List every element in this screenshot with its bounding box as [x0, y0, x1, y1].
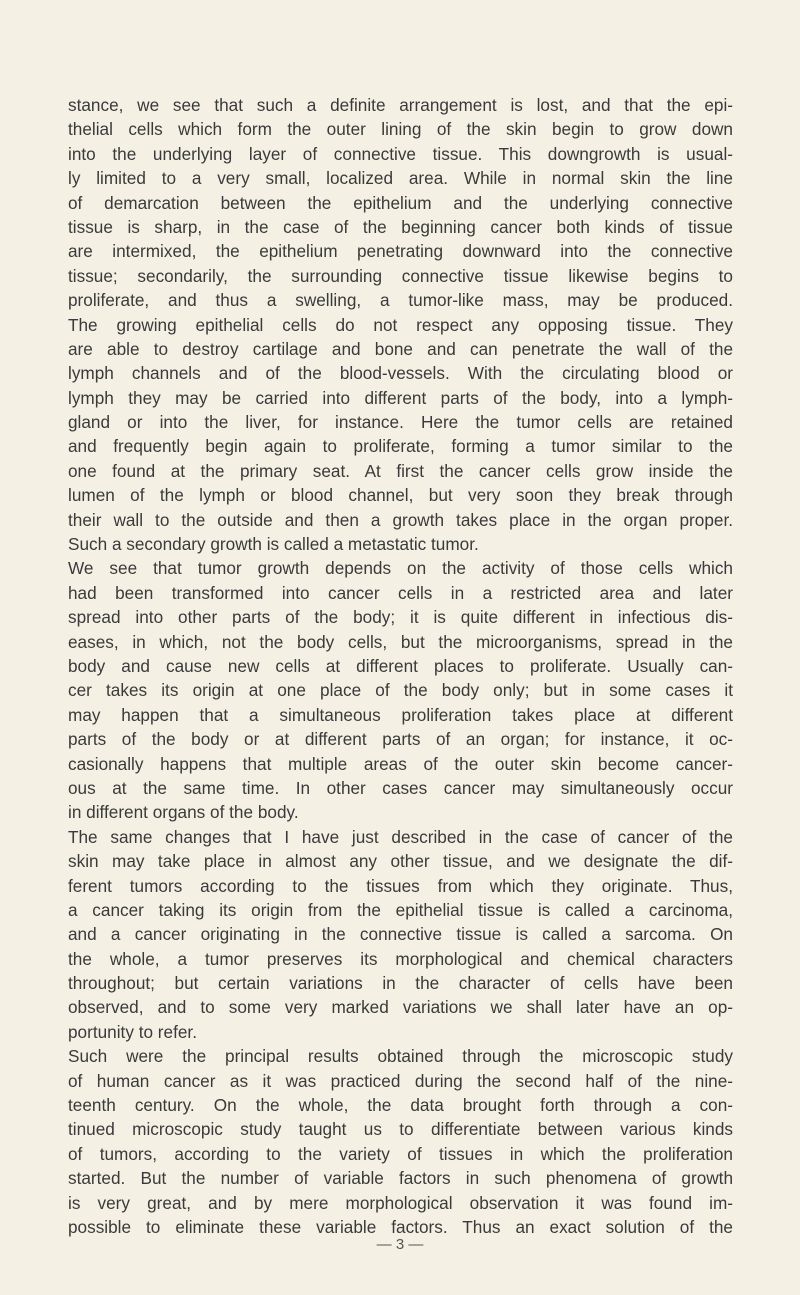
text-line: proliferate, and thus a swelling, a tumor-like mass, may be produced.: [68, 290, 733, 311]
text-line: The growing epithelial cells do not respect any opposing tissue. They: [68, 314, 733, 335]
text-line: portunity to refer.: [68, 1021, 197, 1042]
text-line: skin may take place in almost any other tissue, and we designate the dif-: [68, 851, 733, 872]
text-line: started. But the number of variable factors in such phenomena of growth: [68, 1168, 733, 1189]
text-line: may happen that a simultaneous proliferation takes place at different: [68, 704, 733, 725]
text-line: ly limited to a very small, localized area. While in normal skin the line: [68, 168, 733, 189]
text-line: tinued microscopic study taught us to differentiate between various kinds: [68, 1119, 733, 1140]
text-line: lymph they may be carried into different parts of the body, into a lymph-: [68, 387, 733, 408]
text-line: The same changes that I have just described in the case of cancer of the: [68, 826, 733, 847]
text-line: Such were the principal results obtained through the microscopic study: [68, 1046, 733, 1067]
text-line: lumen of the lymph or blood channel, but very soon they break through: [68, 485, 733, 506]
text-line: observed, and to some very marked variations we shall later have an op-: [68, 997, 733, 1018]
text-line: body and cause new cells at different places to proliferate. Usually can-: [68, 655, 733, 676]
text-line: of demarcation between the epithelium and the underlying connective: [68, 192, 733, 213]
text-line: and frequently begin again to proliferate, forming a tumor similar to the: [68, 436, 733, 457]
text-line: are intermixed, the epithelium penetrating downward into the connective: [68, 241, 733, 262]
text-line: thelial cells which form the outer lining of the skin begin to grow down: [68, 119, 733, 140]
text-line: a cancer taking its origin from the epithelial tissue is called a carcinoma,: [68, 899, 733, 920]
text-line: parts of the body or at different parts of an organ; for instance, it oc-: [68, 729, 733, 750]
text-line: one found at the primary seat. At first the cancer cells grow inside the: [68, 460, 733, 481]
text-line: into the underlying layer of connective tissue. This downgrowth is usual-: [68, 143, 733, 164]
text-line: cer takes its origin at one place of the body only; but in some cases it: [68, 680, 733, 701]
text-line: is very great, and by mere morphological observation it was found im-: [68, 1192, 733, 1213]
text-line: the whole, a tumor preserves its morphological and chemical characters: [68, 948, 733, 969]
text-line: ous at the same time. In other cases cancer may simultaneously occur: [68, 777, 733, 798]
text-line: lymph channels and of the blood-vessels. With the circulating blood or: [68, 363, 733, 384]
text-line: possible to eliminate these variable factors. Thus an exact solution of the: [68, 1216, 733, 1237]
text-line: in different organs of the body.: [68, 802, 299, 823]
page-number: — 3 —: [376, 1236, 424, 1253]
text-line: gland or into the liver, for instance. Here the tumor cells are retained: [68, 412, 733, 433]
text-line: of human cancer as it was practiced during the second half of the nine-: [68, 1070, 733, 1091]
text-line: eases, in which, not the body cells, but the microorganisms, spread in the: [68, 631, 733, 652]
text-line: teenth century. On the whole, the data brought forth through a con-: [68, 1095, 733, 1116]
text-line: Such a secondary growth is called a metastatic tumor.: [68, 534, 479, 555]
text-line: and a cancer originating in the connective tissue is called a sarcoma. On: [68, 924, 733, 945]
text-line: ferent tumors according to the tissues from which they originate. Thus,: [68, 875, 733, 896]
body-text: [68, 93, 733, 1239]
text-line: tissue is sharp, in the case of the beginning cancer both kinds of tissue: [68, 216, 733, 237]
text-line: stance, we see that such a definite arrangement is lost, and that the epi-: [68, 95, 733, 115]
text-line: had been transformed into cancer cells in a restricted area and later: [68, 582, 733, 603]
text-line: are able to destroy cartilage and bone and can penetrate the wall of the: [68, 338, 733, 359]
text-line: throughout; but certain variations in the character of cells have been: [68, 973, 733, 994]
text-line: of tumors, according to the variety of tissues in which the proliferation: [68, 1143, 733, 1164]
text-line: tissue; secondarily, the surrounding connective tissue likewise begins to: [68, 265, 733, 286]
text-line: casionally happens that multiple areas of the outer skin become cancer-: [68, 753, 733, 774]
text-line: spread into other parts of the body; it is quite different in infectious dis-: [68, 607, 733, 628]
text-line: their wall to the outside and then a growth takes place in the organ proper.: [68, 509, 733, 530]
text-line: We see that tumor growth depends on the activity of those cells which: [68, 558, 733, 579]
